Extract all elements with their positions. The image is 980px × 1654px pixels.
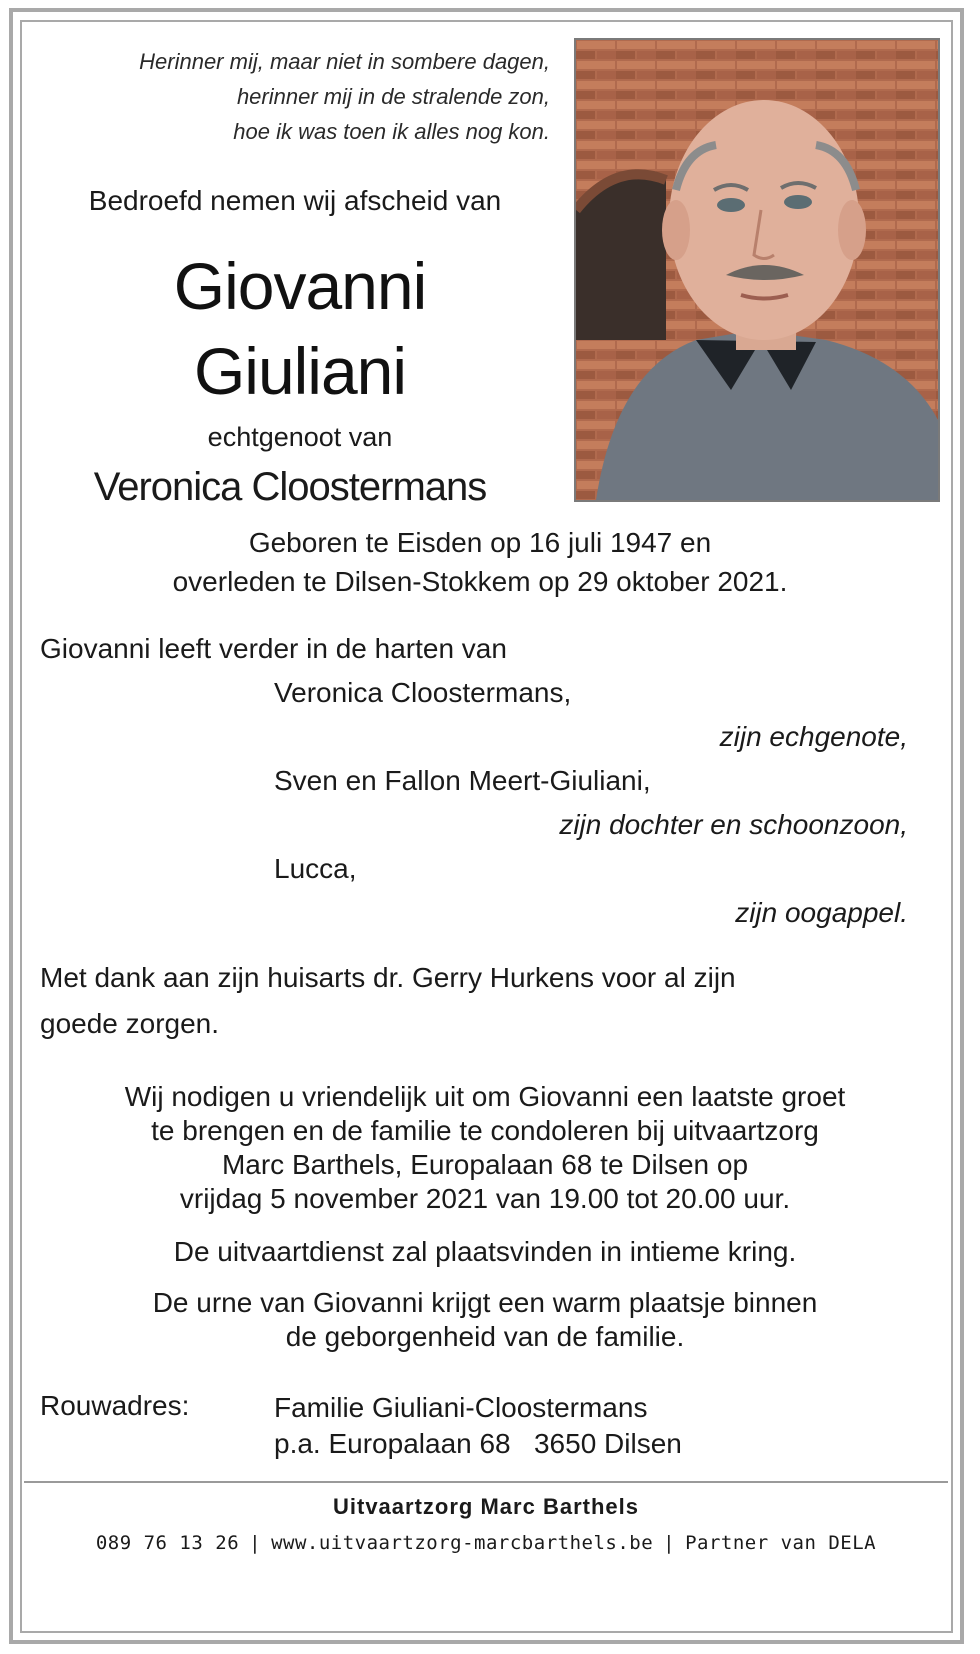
footer-divider xyxy=(24,1481,948,1483)
deceased-first-name: Giovanni xyxy=(173,249,427,323)
invitation-line-3: Marc Barthels, Europalaan 68 te Dilsen op xyxy=(221,1149,749,1180)
poem-line-3: hoe ik was toen ik alles nog kon. xyxy=(233,119,550,144)
address-line-2: p.a. Europalaan 68 3650 Dilsen xyxy=(274,1428,682,1459)
poem xyxy=(60,44,550,149)
service-text: De uitvaartdienst zal plaatsvinden in intieme kring. xyxy=(173,1236,797,1267)
born-line-1: Geboren te Eisden op 16 juli 1947 en xyxy=(248,527,712,558)
family-member-name: Sven en Fallon Meert-Giuliani, xyxy=(274,765,651,796)
footer-partner: Partner van DELA xyxy=(685,1532,877,1554)
family-member-name: Lucca, xyxy=(274,853,357,884)
invitation xyxy=(40,1080,930,1216)
poem-line-2: herinner mij in de stralende zon, xyxy=(236,84,550,109)
address-block xyxy=(274,1390,682,1462)
born-line-2: overleden te Dilsen-Stokkem op 29 oktober 2021. xyxy=(172,566,788,597)
portrait-illustration xyxy=(576,40,938,500)
portrait-photo xyxy=(574,38,940,502)
family-member-name: Veronica Cloostermans, xyxy=(274,677,572,708)
urn-line-1: De urne van Giovanni krijgt een warm plaatsje binnen xyxy=(152,1287,818,1318)
spouse-name: Veronica Cloostermans xyxy=(93,465,487,509)
deceased-last-name: Giuliani xyxy=(193,334,407,408)
footer-separator: | xyxy=(663,1532,676,1554)
footer-website[interactable]: www.uitvaartzorg-marcbarthels.be xyxy=(271,1532,654,1554)
invitation-line-4: vrijdag 5 november 2021 van 19.00 tot 20.00 uur. xyxy=(179,1183,791,1214)
intro-text: Bedroefd nemen wij afscheid van xyxy=(88,185,502,216)
company-name: Uitvaartzorg Marc Barthels xyxy=(333,1494,639,1519)
poem-line-1: Herinner mij, maar niet in sombere dagen, xyxy=(139,49,550,74)
thanks-text: Met dank aan zijn huisarts dr. Gerry Hurkens voor al zijn goede zorgen. xyxy=(40,962,736,1039)
footer-phone: 089 76 13 26 xyxy=(95,1532,240,1554)
urn-line-2: de geborgenheid van de familie. xyxy=(285,1321,685,1352)
footer-contact xyxy=(24,1532,948,1554)
address-label: Rouwadres: xyxy=(40,1390,190,1421)
invitation-line-2: te brengen en de familie te condoleren bij uitvaartzorg xyxy=(151,1115,819,1146)
footer-separator: | xyxy=(249,1532,262,1554)
invitation-line-1: Wij nodigen u vriendelijk uit om Giovanni een laatste groet xyxy=(124,1081,846,1112)
family-member-relation: zijn oogappel. xyxy=(735,897,908,928)
address-line-1: Familie Giuliani-Cloostermans xyxy=(274,1392,648,1423)
urn-text xyxy=(40,1286,930,1354)
family-intro: Giovanni leeft verder in de harten van xyxy=(40,633,507,664)
head xyxy=(669,100,859,340)
family-member-relation: zijn dochter en schoonzoon, xyxy=(559,809,908,840)
spouse-label: echtgenoot van xyxy=(207,422,393,452)
family-member-relation: zijn echgenote, xyxy=(719,721,908,752)
